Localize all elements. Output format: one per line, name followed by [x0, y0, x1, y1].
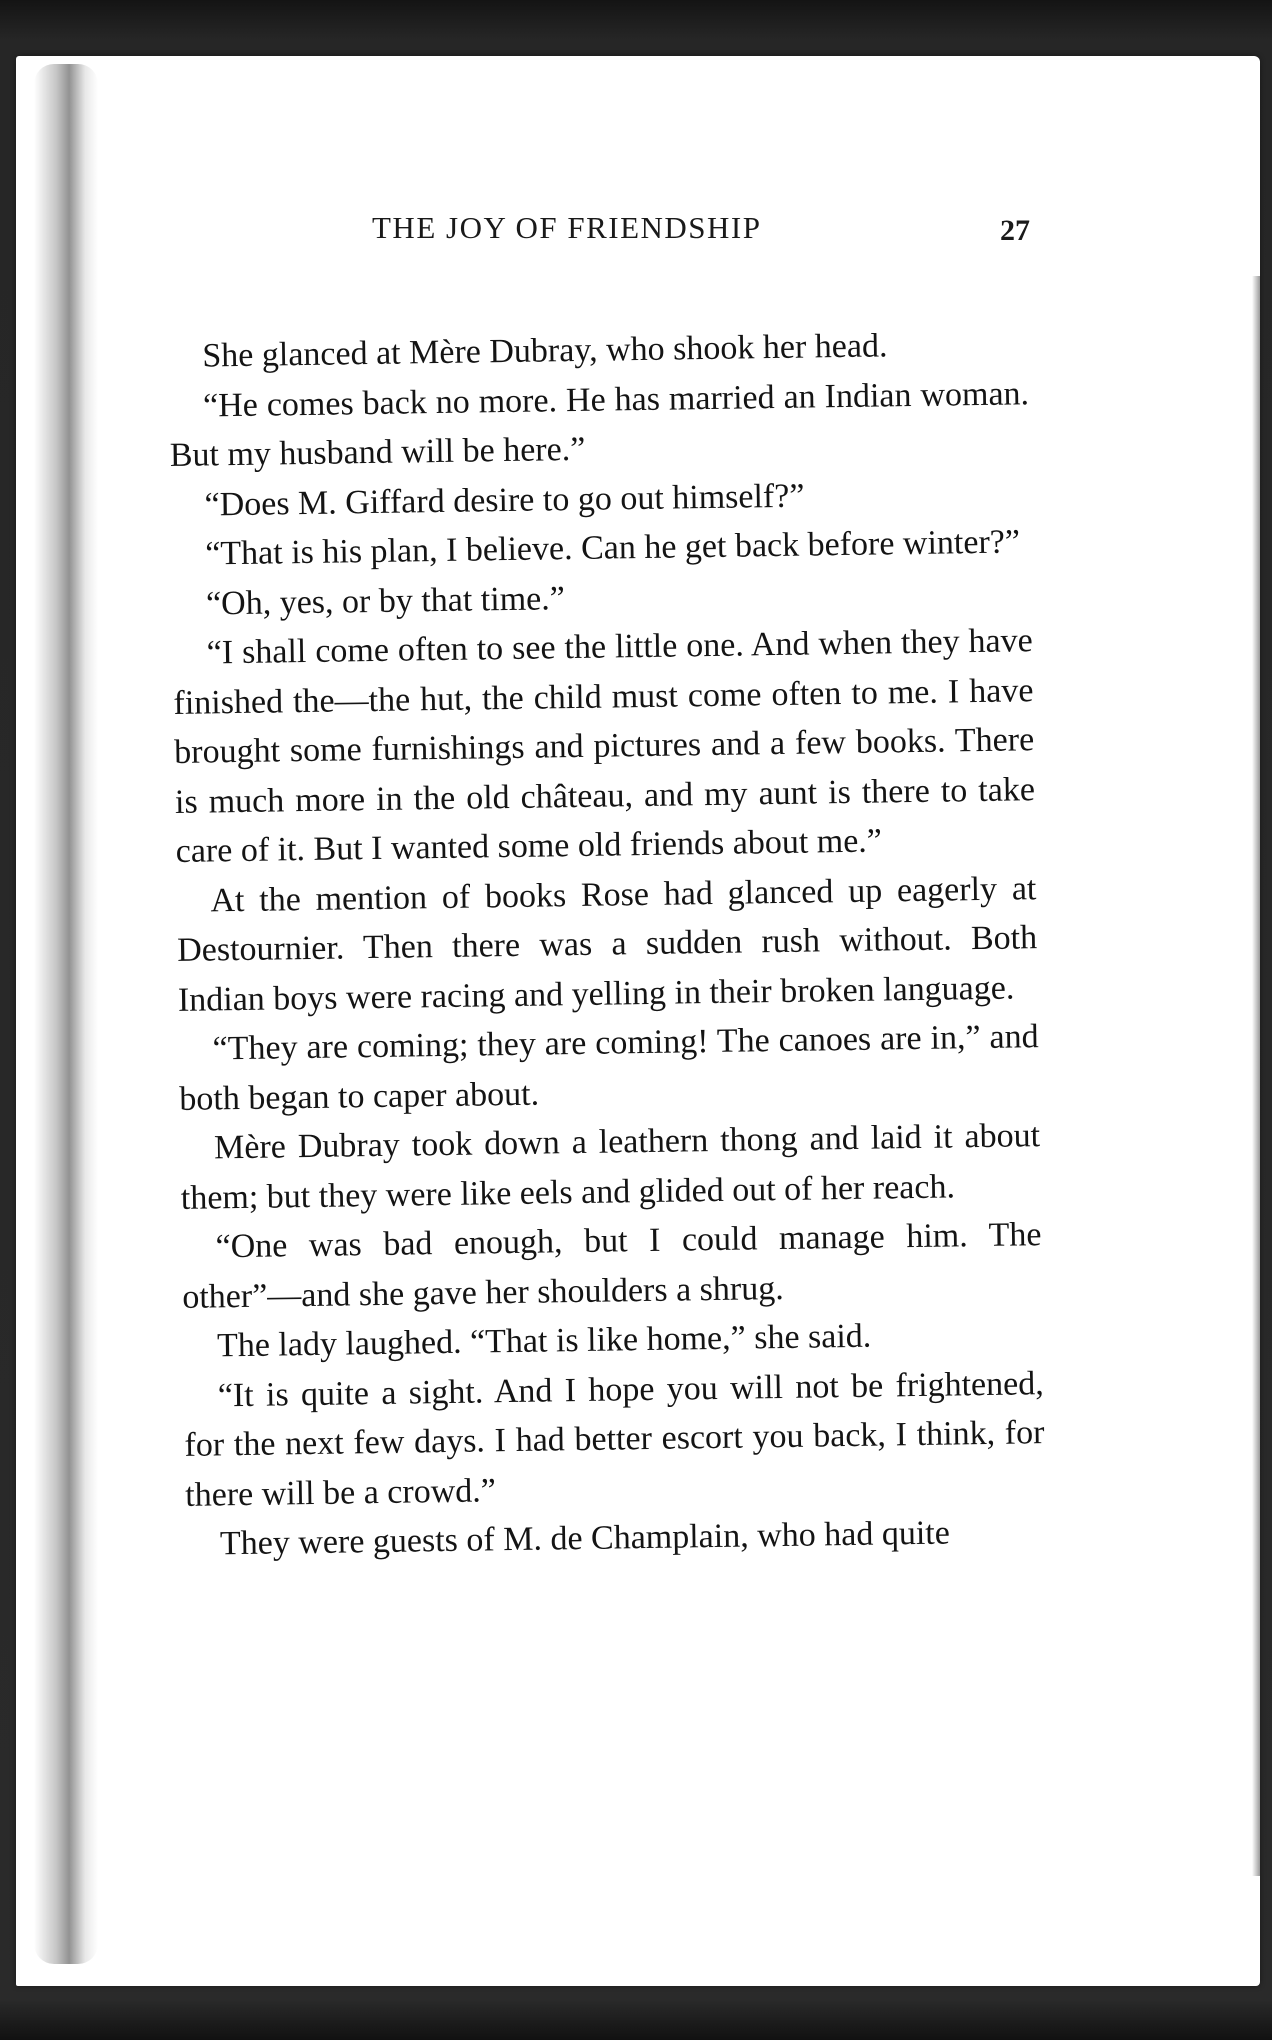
paragraph: “Oh, yes, or by that time.” — [205, 579, 566, 622]
paragraph: “That is his plan, I believe. Can he get back before winter?” — [205, 523, 1021, 573]
paragraph: “They are coming; they are coming! The canoes are in,” and both began to caper about. — [179, 1018, 1039, 1118]
page-number: 27 — [1000, 214, 1030, 247]
paragraph: “He comes back no more. He has married an Indian woman. But my husband will be here.” — [169, 374, 1030, 474]
running-head — [16, 210, 1260, 260]
paragraph: Mère Dubray took down a leathern thong and laid it about them; but they were like eels and glided out of her reach. — [180, 1117, 1041, 1217]
paragraph: At the mention of books Rose had glanced up eagerly at Destournier. Then there was a sudden rush without. Both Indian boys were racing and yelling in their broken language. — [176, 869, 1038, 1019]
book-page — [16, 56, 1260, 1986]
paragraph: “I shall come often to see the little one. And when they have finished the—the hut, the child must come often to me. I have brought some furnishings and pictures and a few books. There is much more in the old château, and my aunt is there to take care of it. But I wanted some old friends about me.” — [173, 622, 1036, 870]
binding-gutter-shadow — [34, 64, 98, 1964]
paragraph: The lady laughed. “That is like home,” she said. — [216, 1317, 872, 1365]
paragraph: They were guests of M. de Champlain, who had quite — [219, 1514, 951, 1563]
chapter-title: THE JOY OF FRIENDSHIP — [372, 210, 762, 245]
page-edge-shadow — [1252, 276, 1260, 1876]
paragraph: “Does M. Giffard desire to go out himself?” — [204, 477, 805, 523]
paragraph: “One was bad enough, but I could manage him. The other”—and she gave her shoulders a shrug. — [182, 1216, 1042, 1316]
body-text — [168, 319, 1046, 1569]
paragraph: She glanced at Mère Dubray, who shook her head. — [202, 327, 888, 375]
paragraph: “It is quite a sight. And I hope you will not be frightened, for the next few days. I had better escort you back, I think, for there will be a crowd.” — [184, 1364, 1045, 1514]
